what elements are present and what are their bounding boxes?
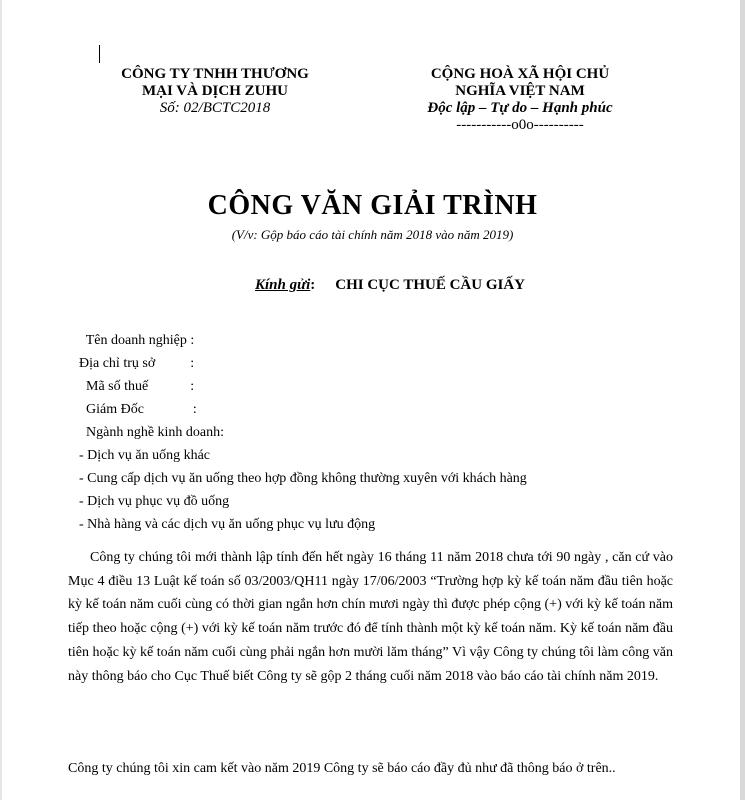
national-header	[395, 66, 645, 134]
addressee	[255, 277, 525, 294]
document-subtitle: (V/v: Gộp báo cáo tài chính năm 2018 vào năm 2019)	[231, 227, 514, 242]
text-cursor	[99, 45, 100, 63]
business-line-item: - Dịch vụ phục vụ đồ uống	[72, 494, 230, 509]
company-info	[72, 329, 527, 536]
document-number: Số: 02/BCTC2018	[159, 100, 271, 116]
page-edge-right	[740, 0, 745, 800]
company-name-line2: MẠI VÀ DỊCH ZUHU	[142, 83, 288, 99]
addressee-colon: :	[310, 277, 316, 293]
company-header	[100, 66, 330, 117]
addressee-value: CHI CỤC THUẾ CẦU GIẤY	[335, 277, 526, 293]
national-title-line1: CỘNG HOÀ XÃ HỘI CHỦ	[430, 66, 610, 82]
addressee-label: Kính gửi	[255, 277, 311, 293]
national-title-line2: NGHĨA VIỆT NAM	[455, 83, 585, 99]
info-row: Địa chỉ trụ sở :	[72, 356, 195, 371]
info-row: Giám Đốc :	[72, 402, 197, 417]
info-row: Tên doanh nghiệp :	[72, 333, 195, 348]
header-divider: -----------o0o----------	[456, 117, 584, 133]
document-title: CÔNG VĂN GIẢI TRÌNH	[207, 190, 538, 221]
body-paragraph: Công ty chúng tôi mới thành lập tính đến hết ngày 16 tháng 11 năm 2018 chưa tới 90 ngày , căn cứ vào Mục 4 điều 13 Luật kế toán số 03/2003/QH11 ngày 17/06/2003 “Trường hợp kỳ kế toán năm đầu tiên hoặc kỳ kế toán năm cuối cùng có thời gian ngắn hơn chín mươi ngày thì được phép cộng (+) với kỳ kế toán năm tiếp theo hoặc cộng (+) với kỳ kế toán năm trước đó để tính thành một kỳ kế toán năm. Kỳ kế toán năm đầu tiên hoặc kỳ kế toán năm cuối cùng phải ngắn hơn mười lăm tháng” Vì vậy Công ty chúng tôi làm công văn này thông báo cho Cục Thuế biết Công ty sẽ gộp 2 tháng cuối năm 2018 vào báo cáo tài chính năm 2019.	[68, 550, 673, 684]
company-name-line1: CÔNG TY TNHH THƯƠNG	[121, 66, 309, 82]
national-motto: Độc lập – Tự do – Hạnh phúc	[427, 100, 613, 116]
business-line-item: - Nhà hàng và các dịch vụ ăn uống phục vụ lưu động	[72, 517, 376, 532]
business-line-item: - Dịch vụ ăn uống khác	[72, 448, 211, 463]
closing-statement: Công ty chúng tôi xin cam kết vào năm 2019 Công ty sẽ báo cáo đầy đủ như đã thông báo ở trên..	[68, 761, 616, 776]
business-line-item: - Cung cấp dịch vụ ăn uống theo hợp đồng không thường xuyên với khách hàng	[72, 471, 527, 486]
info-row: Ngành nghề kinh doanh:	[72, 425, 225, 440]
info-row: Mã số thuế :	[72, 379, 195, 394]
page-edge-left	[0, 0, 2, 800]
